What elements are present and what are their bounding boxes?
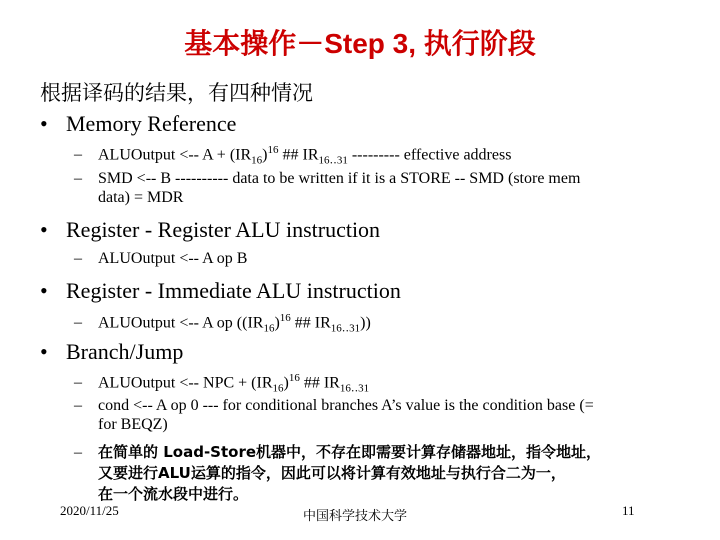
bullet-memory-reference: [40, 111, 236, 137]
dash-mark: –: [74, 146, 82, 164]
item-branch-note: – 在简单的 Load-Store机器中，不存在即需要计算存储器地址，指令地址，: [74, 443, 602, 461]
footer-date: 2020/11/25: [60, 503, 119, 518]
dash-mark: –: [74, 374, 82, 392]
bullet-register-register: [40, 217, 380, 243]
item-branch-cond-cont: for BEQZ): [98, 416, 168, 433]
bullet-label: Register - Register ALU instruction: [66, 217, 381, 242]
dash-mark: –: [74, 170, 82, 187]
item-memory-alu-output: – ALUOutput <-- $A + (IR_{16})^{16}$ ## $IR_{16‥31}$ --------- effective address: [74, 144, 512, 167]
bullet-dot: •: [40, 111, 48, 136]
item-branch-cond: – cond <-- A op 0 --- for conditional branches A’s value is the condition base (=: [74, 397, 594, 414]
dash-mark: –: [74, 314, 82, 332]
item-rr-alu-output: – ALUOutput <-- A op B: [74, 250, 248, 267]
item-branch-note-cont: 又要进行ALU运算的指令，因此可以将计算有效地址与执行合二为一，: [98, 464, 566, 482]
item-ri-alu-output: – ALUOutput <-- A op ($(IR_{16})^{16}$ ## $IR_{16‥31}$)): [74, 312, 371, 335]
dash-mark: –: [74, 397, 82, 414]
footer-page-number: 11: [622, 503, 635, 518]
bullet-dot: •: [40, 278, 48, 303]
intro-text: 根据译码的结果，有四种情况: [40, 81, 313, 105]
bullet-label: Register - Immediate ALU instruction: [66, 278, 401, 303]
item-branch-note-cont2: 在一个流水段中进行。: [98, 485, 249, 503]
bullet-branch-jump: [40, 339, 183, 365]
dash-mark: –: [74, 250, 82, 267]
bullet-dot: •: [40, 217, 48, 242]
bullet-label: Branch/Jump: [66, 339, 184, 364]
bullet-dot: •: [40, 339, 48, 364]
item-memory-smd: – SMD <-- B ---------- data to be written if it is a STORE -- SMD (store mem: [74, 170, 581, 187]
footer-institution: 中国科学技术大学: [303, 509, 408, 524]
item-memory-smd-cont: data) = MDR: [98, 189, 184, 206]
bullet-register-immediate: [40, 278, 401, 304]
dash-mark: –: [74, 444, 82, 461]
slide-title: 基本操作－Step 3, 执行阶段: [184, 28, 536, 59]
item-branch-alu-output: – ALUOutput <-- NPC + $(IR_{16})^{16}$ ## $IR_{16‥31}$: [74, 372, 370, 395]
bullet-label: Memory Reference: [66, 111, 237, 136]
